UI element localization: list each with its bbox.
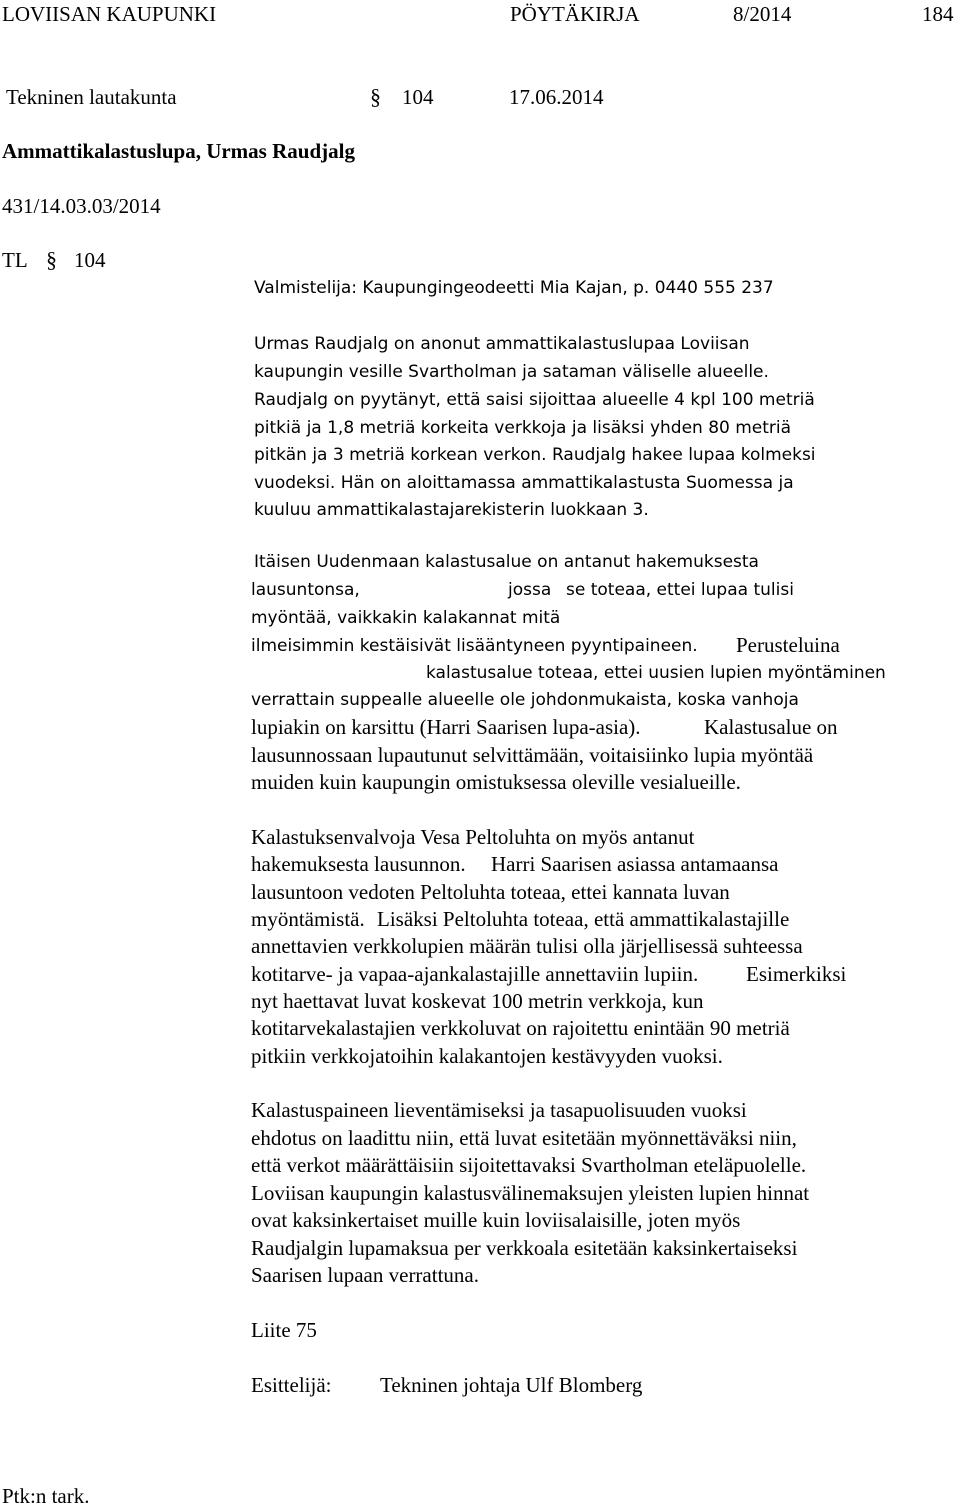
paragraph-line: myöntämistä. xyxy=(251,907,365,931)
footer-check: Ptk:n tark. xyxy=(2,1484,90,1508)
paragraph-line: kotitarve- ja vapaa-ajankalastajille annettaviin lupiin. xyxy=(251,962,699,986)
diary-number: 431/14.03.03/2014 xyxy=(2,194,161,218)
paragraph-line: pitkiä ja 1,8 metriä korkeita verkkoja ja lisäksi yhden 80 metriä xyxy=(254,418,792,438)
paragraph-line: nyt haettavat luvat koskevat 100 metrin verkkoja, kun xyxy=(251,989,704,1013)
paragraph-line: kuuluu ammattikalastajarekisterin luokkaan 3. xyxy=(254,500,649,520)
section-icon: § xyxy=(46,247,57,272)
paragraph-line: Loviisan kaupungin kalastusvälinemaksujen yleisten lupien hinnat xyxy=(251,1181,810,1205)
preparer: Valmistelija: Kaupungingeodeetti Mia Kajan, p. 0440 555 237 xyxy=(254,278,774,298)
paragraph-line: annettavien verkkolupien määrän tulisi olla järjellisessä suhteessa xyxy=(251,934,803,958)
paragraph-line: pitkiin verkkojatoihin kalakantojen kestävyyden vuoksi. xyxy=(251,1044,723,1068)
doc-type: PÖYTÄKIRJA xyxy=(510,2,640,26)
page-title: Ammattikalastuslupa, Urmas Raudjalg xyxy=(2,139,355,163)
paragraph-line: pitkän ja 3 metriä korkean verkon. Raudjalg hakee lupaa kolmeksi xyxy=(254,445,816,465)
paragraph-line: muiden kuin kaupungin omistuksessa oleville vesialueille. xyxy=(251,770,741,794)
paragraph-line: Kalastuspaineen lieventämiseksi ja tasapuolisuuden vuoksi xyxy=(251,1098,747,1122)
paragraph-line: Lisäksi Peltoluhta toteaa, että ammattikalastajille xyxy=(377,907,790,931)
section-icon: § xyxy=(370,84,381,109)
paragraph-line: vuodeksi. Hän on aloittamassa ammattikalastusta Suomessa ja xyxy=(254,473,794,493)
page-number: 184 xyxy=(922,2,954,26)
paragraph-line: ehdotus on laadittu niin, että luvat esitetään myönnettäväksi niin, xyxy=(251,1126,797,1150)
paragraph-line: Urmas Raudjalg on anonut ammattikalastuslupaa Loviisan xyxy=(254,334,750,354)
tl-label: TL xyxy=(2,248,28,272)
meeting-section-number: 104 xyxy=(402,85,434,109)
paragraph-line: Kalastuksenvalvoja Vesa Peltoluhta on myös antanut xyxy=(251,825,695,849)
tl-number: 104 xyxy=(74,248,106,272)
paragraph-line: kaupungin vesille Svartholman ja sataman väliselle alueelle. xyxy=(254,362,769,382)
paragraph-line: Esimerkiksi xyxy=(746,962,847,986)
paragraph-line: kalastusalue toteaa, ettei uusien lupien myöntäminen xyxy=(426,663,886,683)
org-name: LOVIISAN KAUPUNKI xyxy=(2,2,217,26)
presenter-label: Esittelijä: xyxy=(251,1373,332,1397)
paragraph-line: Raudjalgin lupamaksua per verkkoala esitetään kaksinkertaiseksi xyxy=(251,1236,798,1260)
paragraph-line: Raudjalg on pyytänyt, että saisi sijoittaa alueelle 4 kpl 100 metriä xyxy=(254,390,815,410)
paragraph-line: myöntää, vaikkakin kalakannat mitä xyxy=(251,608,561,628)
paragraph-line: ovat kaksinkertaiset muille kuin loviisalaisille, joten myös xyxy=(251,1208,741,1232)
paragraph-line: lupiakin on karsittu (Harri Saarisen lupa-asia). xyxy=(251,715,641,739)
paragraph-line: lausuntoon vedoten Peltoluhta toteaa, ettei kannata luvan xyxy=(251,880,730,904)
paragraph-line: kotitarvekalastajien verkkoluvat on rajoitettu enintään 90 metriä xyxy=(251,1016,790,1040)
paragraph-line: verrattain suppealle alueelle ole johdonmukaista, koska vanhoja xyxy=(251,690,799,710)
attachment-label: Liite 75 xyxy=(251,1318,317,1342)
paragraph-line: Itäisen Uudenmaan kalastusalue on antanut hakemuksesta xyxy=(254,552,759,572)
paragraph-line: Perusteluina xyxy=(736,633,840,657)
doc-number: 8/2014 xyxy=(733,2,792,26)
paragraph-line: ilmeisimmin kestäisivät lisääntyneen pyyntipaineen. xyxy=(251,636,698,656)
paragraph-line: jossa xyxy=(508,580,552,600)
meeting-date: 17.06.2014 xyxy=(509,85,604,109)
meeting-body: Tekninen lautakunta xyxy=(6,85,177,109)
paragraph-line: se toteaa, ettei lupaa tulisi xyxy=(566,580,794,600)
paragraph-line: lausunnossaan lupautunut selvittämään, voitaisiinko lupia myöntää xyxy=(251,743,814,767)
paragraph-line: että verkot määrättäisiin sijoitettavaksi Svartholman eteläpuolelle. xyxy=(251,1153,807,1177)
paragraph-line: hakemuksesta lausunnon. xyxy=(251,852,466,876)
paragraph-line: lausuntonsa, xyxy=(251,580,360,600)
presenter-name: Tekninen johtaja Ulf Blomberg xyxy=(380,1373,643,1397)
paragraph-line: Saarisen lupaan verrattuna. xyxy=(251,1263,479,1287)
paragraph-line: Kalastusalue on xyxy=(704,715,838,739)
paragraph-line: Harri Saarisen asiassa antamaansa xyxy=(491,852,779,876)
